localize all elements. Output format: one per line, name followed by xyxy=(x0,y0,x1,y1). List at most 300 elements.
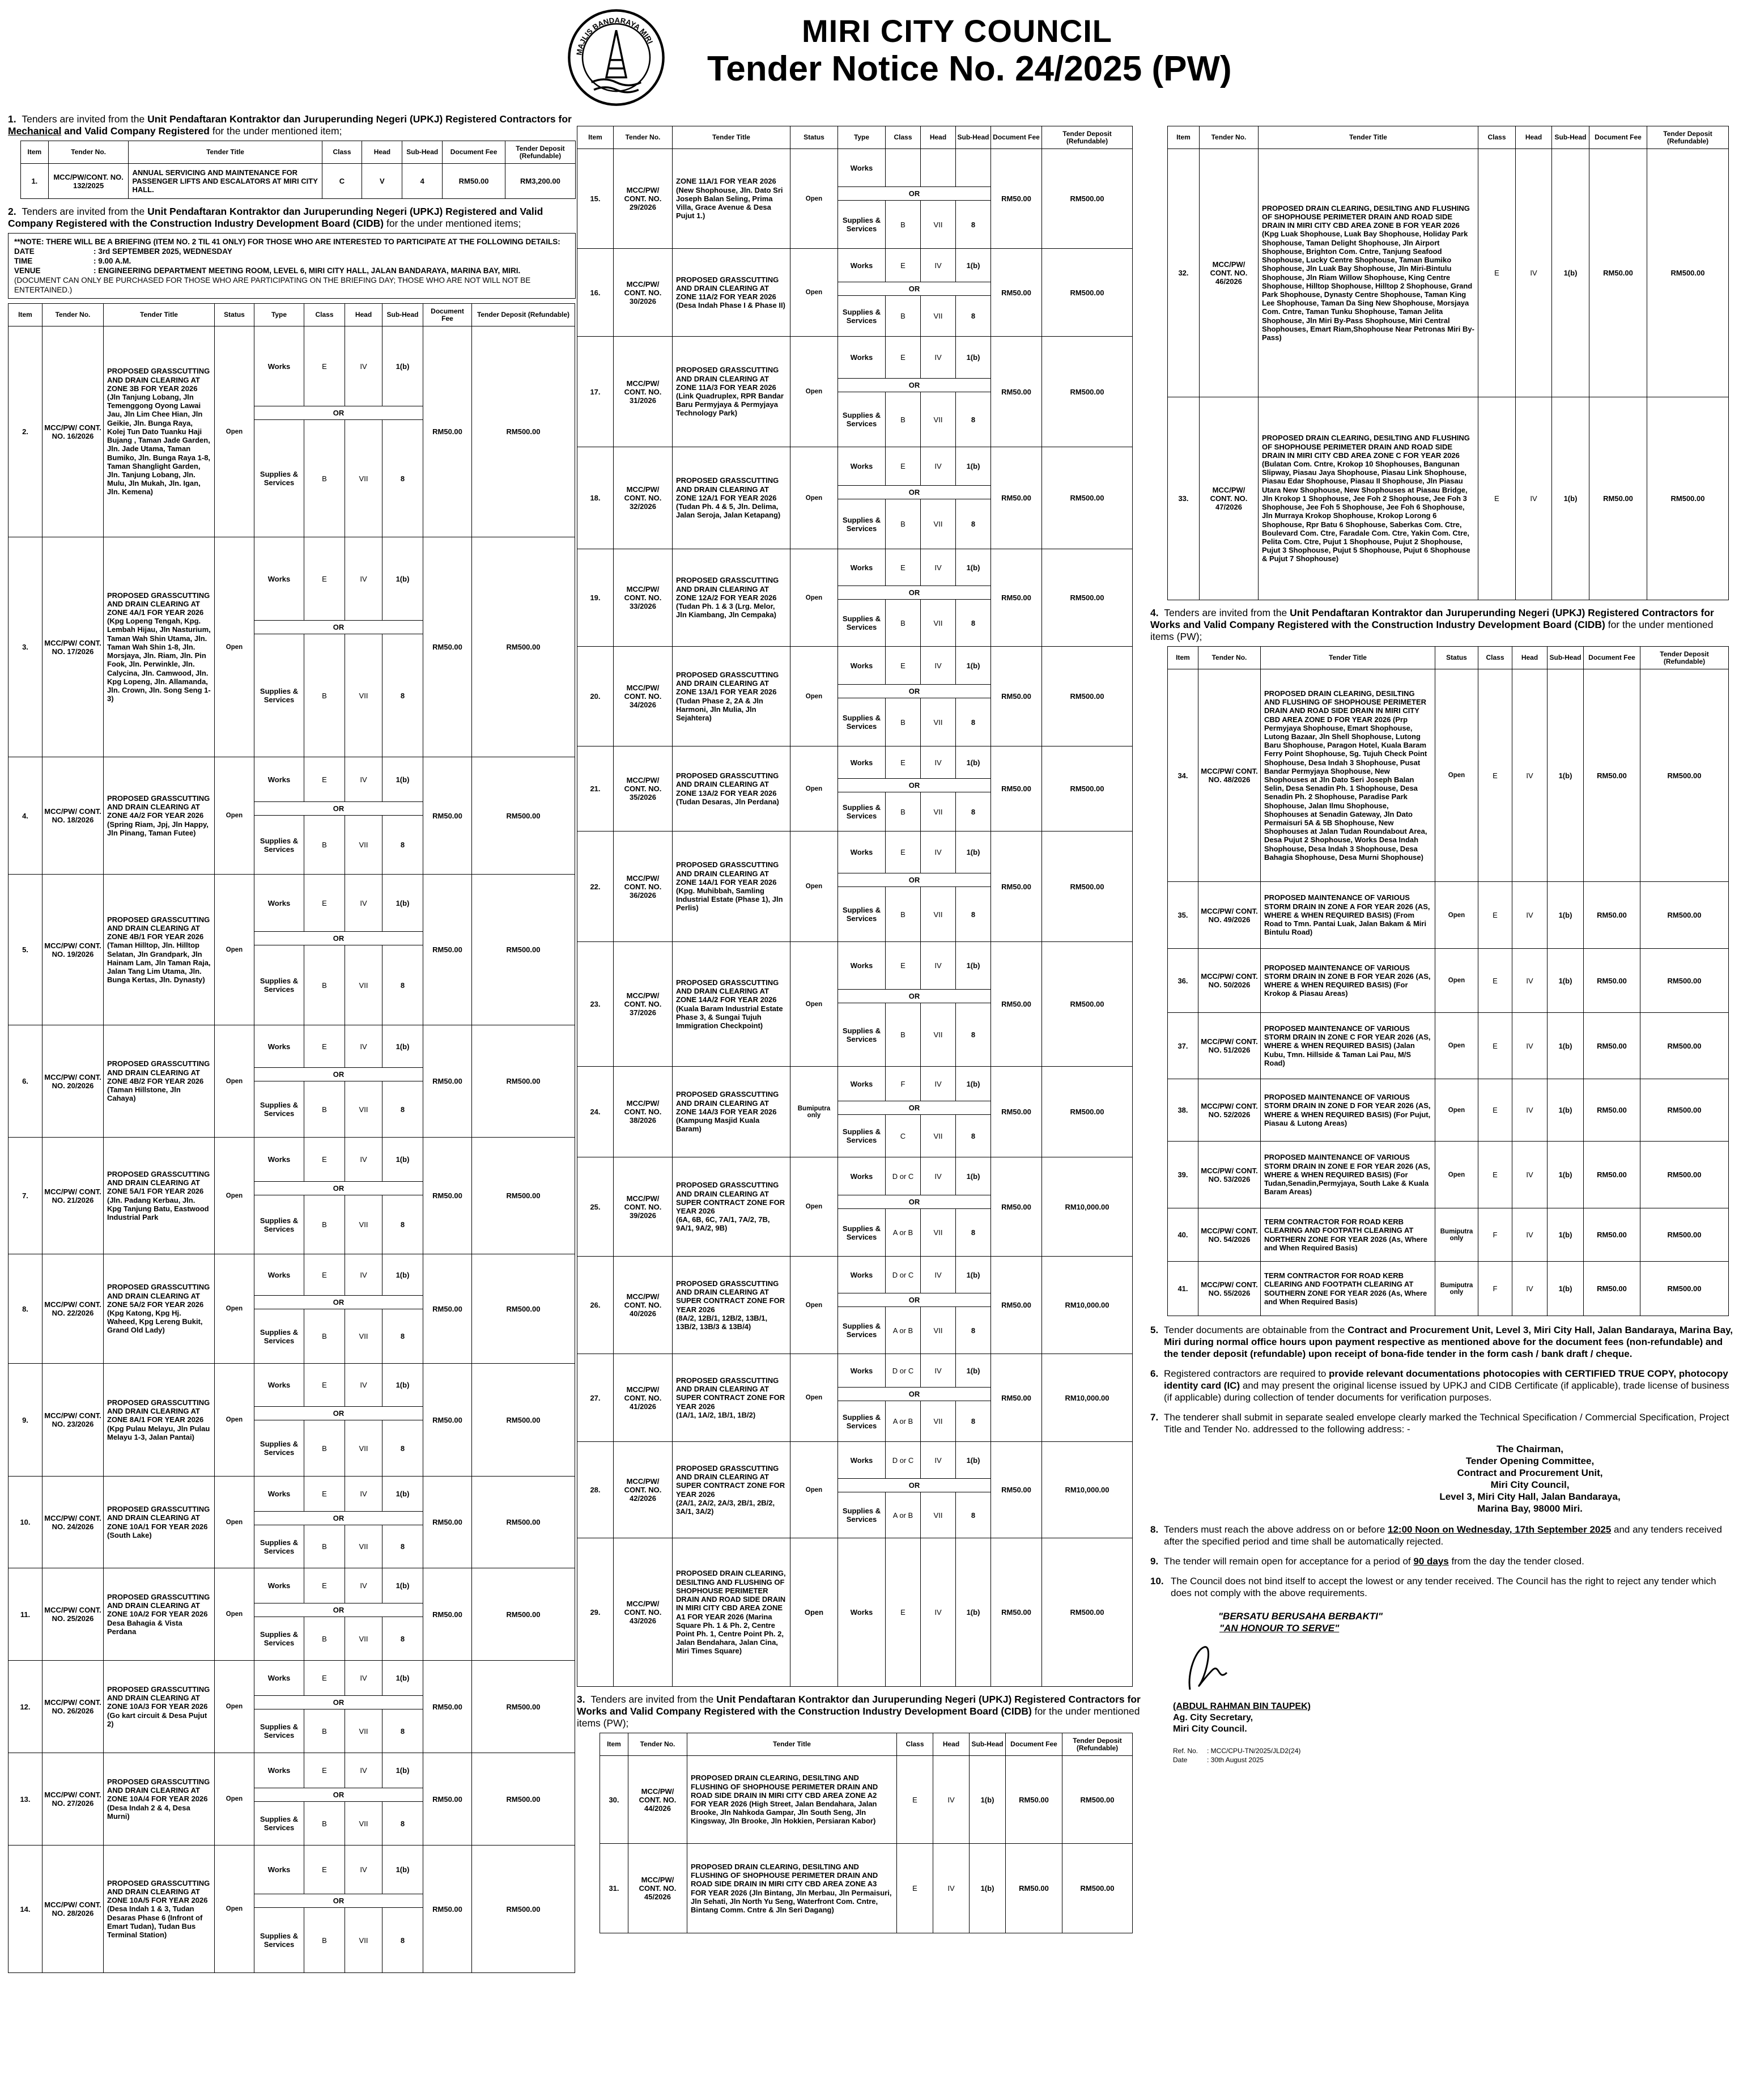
table-row xyxy=(577,1354,1133,1388)
table-row xyxy=(577,942,1133,990)
item-number: 4. xyxy=(8,757,42,875)
tender-table-4: Item Tender No. Tender Title Status Class Head Sub-Head Document Fee Tender Deposit (Refundable) 34. MCC/PW/ CONT. NO. 48/2026 PROPOSED DRAIN CLEARING, DESILTING AND FLUSHING OF SHOPHOUSE PERIMETER DRAIN AND ROAD SIDE DRAIN IN MIRI CITY CBD AREA ZONE D FOR YEAR 2026 (Prp Permyjaya Shophouse, Emart Shophouse, Lutong Bazaar, Jln Shell Shophouse, Lutong Baru Shophouse, Paragon Hotel, Kuala Baram Ferry Point Shophouse, Sg. Tujuh Check Point Shophouse, Desa Indah 3 Shophouse, Pusat Bandar Permyjaya Shophouse, New Shophouses at Jln Dato Seri Joseph Balan Selin, Desa Senadin Ph. 1 Shophouse, Desa Senadin Ph. 2 Shophouse, Paradise Park Shophouse, Jalan Ilmu Shophouse, Shophouses at Senadin Gateway, Jln Dato Permaisuri 5A & 5B Shophouse, New Shophouses at Jalan Tudan Roundabout Area, Desa Pujut 2 Shophouse, Works Desa Indah Shophouse, Desa Indah 3 Shophouse, Desa Bahagia Shophouse, Desa Murni Shophouse) Open E IV 1(b) RM50.00 RM500.00 35. MCC/PW/ CONT. NO. 49/2026 PROPOSED MAINTENANCE OF VARIOUS STORM DRAIN IN ZONE A FOR YEAR 2026 (AS, WHERE & WHEN REQUIRED BASIS) (From Road to Tmn. Pantai Luak, Jalan Bakam & Miri Bintulu Road) Open E IV 1(b) RM50.00 RM500.00 36. MCC/PW/ CONT. NO. 50/2026 PROPOSED MAINTENANCE OF VARIOUS STORM DRAIN IN ZONE B FOR YEAR 2026 (AS, WHERE & WHEN REQUIRED BASIS) (For Krokop & Piasau Areas) Open E IV 1(b) RM50.00 RM500.00 37. MCC/PW/ CONT. NO. 51/2026 PROPOSED MAINTENANCE OF VARIOUS STORM DRAIN IN ZONE C FOR YEAR 2026 (AS, WHERE & WHEN REQUIRED BASIS) (Jalan Kubu, Tmn. Hillside & Taman Lai Pau, M/S Road) Open E IV 1(b) RM50.00 RM500.00 38. MCC/PW/ CONT. NO. 52/2026 PROPOSED MAINTENANCE OF VARIOUS STORM DRAIN IN ZONE D FOR YEAR 2026 (AS, WHERE & WHEN REQUIRED BASIS) (For Pujut, Piasau & Lutong Areas) Open E IV 1(b) RM50.00 RM500.00 39. MCC/PW/ CONT. NO. 53/2026 PROPOSED MAINTENANCE OF VARIOUS STORM DRAIN IN ZONE E FOR YEAR 2026 (AS, WHERE & WHEN REQUIRED BASIS) (For Tudan,Senadin,Permyjaya, South Lake & Kuala Baram Areas) Open E IV 1(b) RM50.00 RM500.00 40. MCC/PW/ CONT. NO. 54/2026 TERM CONTRACTOR FOR ROAD KERB CLEARING AND FOOTPATH CLEARING AT NORTHERN ZONE FOR YEAR 2026 (As, Where and When Required Basis) Bumiputra only F IV 1(b) RM50.00 RM500.00 41. MCC/PW/ CONT. NO. 55/2026 TERM CONTRACTOR FOR ROAD KERB CLEARING AND FOOTPATH CLEARING AT SOUTHERN ZONE FOR YEAR 2026 (As, Where and When Required Basis) Bumiputra only F IV 1(b) RM50.00 RM500.00 xyxy=(1167,646,1729,1316)
works-head: IV xyxy=(345,1477,382,1512)
works-subhead xyxy=(956,149,991,187)
tender-deposit: RM500.00 xyxy=(1042,1538,1133,1687)
cell-head: IV xyxy=(921,1538,956,1687)
cell-head: IV xyxy=(1512,1208,1548,1262)
supplies-subhead: 8 xyxy=(382,816,423,875)
tender-number: MCC/PW/ CONT. NO. 33/2026 xyxy=(614,549,673,647)
supplies-class: B xyxy=(304,1617,345,1661)
item-number: 17. xyxy=(577,337,614,447)
type-supplies: Supplies & Services xyxy=(838,499,886,549)
status: Open xyxy=(215,1568,254,1661)
tender-title xyxy=(673,549,790,647)
tender-number: MCC/PW/ CONT. NO. 23/2026 xyxy=(42,1364,104,1477)
supplies-head: VII xyxy=(921,296,956,337)
tender-number: MCC/PW/ CONT. NO. 54/2026 xyxy=(1198,1208,1261,1262)
works-head: IV xyxy=(345,1254,382,1296)
tender-title xyxy=(104,1661,215,1753)
tender-number: MCC/PW/ CONT. NO. 49/2026 xyxy=(1198,882,1261,949)
type-works: Works xyxy=(838,1257,886,1293)
cell-class: C xyxy=(322,164,362,199)
or-divider: OR xyxy=(254,1068,423,1081)
intro-para-3: 3. Tenders are invited from the Unit Pendaftaran Kontraktor dan Juruperunding Negeri (UPKJ) Registered Contractors for Works and Valid Company Registered with the Construction Industry Development Board (CIDB) for the under mentioned items (PW); xyxy=(577,1694,1141,1729)
item-number: 25. xyxy=(577,1157,614,1257)
item-number: 34. xyxy=(1168,669,1198,882)
document-fee: RM50.00 xyxy=(991,647,1042,746)
tender-number: MCC/PW/ CONT. NO. 32/2026 xyxy=(614,447,673,549)
status: Open xyxy=(790,746,838,831)
table-row xyxy=(1168,1262,1729,1316)
supplies-head: VII xyxy=(921,392,956,447)
item-number: 32. xyxy=(1168,149,1200,397)
location-text: (Tudan Ph. 4 & 5, Jln. Delima, Jalan Seroja, Jalan Ketapang) xyxy=(676,502,781,520)
table-row xyxy=(1168,1208,1729,1262)
title-text: PROPOSED GRASSCUTTING AND DRAIN CLEARING AT SUPER CONTRACT ZONE FOR YEAR 2026 xyxy=(676,1376,785,1411)
supplies-head: VII xyxy=(345,1802,382,1846)
location-text: (Tudan Ph. 1 & 3 (Lrg. Melor, Jln Kiambang, Jln Cempaka) xyxy=(676,602,776,620)
tender-deposit: RM500.00 xyxy=(472,1568,575,1661)
works-subhead: 1(b) xyxy=(382,537,423,621)
item-number: 21. xyxy=(577,746,614,831)
item-number: 39. xyxy=(1168,1142,1198,1208)
cell-head: IV xyxy=(1512,882,1548,949)
supplies-class: B xyxy=(304,1709,345,1753)
supplies-class: B xyxy=(886,698,921,746)
tender-deposit: RM10,000.00 xyxy=(1042,1157,1133,1257)
works-head: IV xyxy=(345,1364,382,1407)
tender-title: PROPOSED MAINTENANCE OF VARIOUS STORM DRAIN IN ZONE C FOR YEAR 2026 (AS, WHERE & WHEN REQUIRED BASIS) (Jalan Kubu, Tmn. Hillside & Taman Lai Pau, M/S Road) xyxy=(1261,1013,1435,1079)
status: Open xyxy=(1435,882,1478,949)
works-head: IV xyxy=(921,1067,956,1101)
tender-title: PROPOSED DRAIN CLEARING, DESILTING AND FLUSHING OF SHOPHOUSE PERIMETER DRAIN AND ROAD SIDE DRAIN IN MIRI CITY CBD AREA ZONE A2 FOR YEAR 2026 (High Street, Jalan Bendahara, Jalan Brooke, Jln Nahkoda Gampar, Jln South Seng, Jln Kingsway, Jln Brooke, Jln Hokkien, Persiaran Kabor) xyxy=(687,1756,897,1844)
tender-deposit: RM500.00 xyxy=(472,1138,575,1254)
title-text: PROPOSED GRASSCUTTING AND DRAIN CLEARING AT ZONE 11A/3 FOR YEAR 2026 xyxy=(676,366,779,392)
supplies-class: B xyxy=(886,1003,921,1067)
tender-deposit: RM500.00 xyxy=(472,326,575,537)
title-text: ZONE 11A/1 FOR YEAR 2026 xyxy=(676,177,776,186)
works-subhead: 1(b) xyxy=(382,1753,423,1788)
tender-title xyxy=(673,746,790,831)
or-divider: OR xyxy=(254,1788,423,1802)
table-row xyxy=(577,1157,1133,1195)
type-supplies: Supplies & Services xyxy=(838,201,886,249)
tender-title: ANNUAL SERVICING AND MAINTENANCE FOR PASSENGER LIFTS AND ESCALATORS AT MIRI CITY HALL. xyxy=(129,164,322,199)
type-works: Works xyxy=(838,447,886,486)
type-works: Works xyxy=(838,831,886,873)
title-text: PROPOSED GRASSCUTTING AND DRAIN CLEARING AT ZONE 10A/2 FOR YEAR 2026 xyxy=(107,1592,210,1619)
works-subhead: 1(b) xyxy=(382,1364,423,1407)
supplies-head: VII xyxy=(345,634,382,757)
or-divider: OR xyxy=(254,1894,423,1908)
tender-number: MCC/PW/ CONT. NO. 43/2026 xyxy=(614,1538,673,1687)
document-fee: RM50.00 xyxy=(1584,1142,1640,1208)
document-fee: RM50.00 xyxy=(1589,149,1647,397)
works-subhead: 1(b) xyxy=(382,1025,423,1068)
item-number: 40. xyxy=(1168,1208,1198,1262)
works-head: IV xyxy=(345,1846,382,1894)
tender-number: MCC/PW/ CONT. NO. 38/2026 xyxy=(614,1067,673,1157)
supplies-head: VII xyxy=(921,792,956,831)
location-text: (Go kart circuit & Desa Pujut 2) xyxy=(107,1711,207,1728)
tender-title xyxy=(673,149,790,249)
table-row xyxy=(8,1753,575,1788)
location-text: (Spring Riam, Jpj, Jln Happy, Jln Pinang, Taman Futee) xyxy=(107,820,209,837)
tender-number: MCC/PW/ CONT. NO. 40/2026 xyxy=(614,1257,673,1354)
table-row xyxy=(577,1257,1133,1293)
works-subhead: 1(b) xyxy=(956,1157,991,1195)
item-number: 16. xyxy=(577,249,614,337)
document-fee: RM50.00 xyxy=(423,1568,472,1661)
document-fee: RM50.00 xyxy=(991,831,1042,942)
item-number: 31. xyxy=(600,1844,628,1933)
works-subhead: 1(b) xyxy=(382,1138,423,1182)
or-divider: OR xyxy=(254,621,423,634)
status: Open xyxy=(790,1257,838,1354)
supplies-subhead: 8 xyxy=(382,420,423,537)
works-head: IV xyxy=(345,875,382,932)
title-text: PROPOSED GRASSCUTTING AND DRAIN CLEARING AT ZONE 10A/1 FOR YEAR 2026 xyxy=(107,1505,210,1531)
column-right xyxy=(1150,126,1740,2098)
type-supplies: Supplies & Services xyxy=(838,792,886,831)
type-works: Works xyxy=(838,746,886,779)
status: Open xyxy=(790,1538,838,1687)
cell-head: IV xyxy=(1512,949,1548,1013)
para-8: 8. Tenders must reach the above address on or before 12:00 Noon on Wednesday, 17th September 2025 and any tenders received after the specified period and time shall be automatically rejected. xyxy=(1150,1524,1722,1547)
table-row xyxy=(1168,949,1729,1013)
location-text: (Taman Hillstone, Jln Cahaya) xyxy=(107,1085,181,1103)
status: Open xyxy=(1435,669,1478,882)
type-supplies: Supplies & Services xyxy=(254,1908,304,1973)
tender-deposit: RM500.00 xyxy=(1042,647,1133,746)
works-class: D or C xyxy=(886,1157,921,1195)
tender-deposit: RM500.00 xyxy=(1042,1067,1133,1157)
tender-deposit: RM500.00 xyxy=(1640,1013,1729,1079)
tender-title xyxy=(673,831,790,942)
tender-deposit: RM500.00 xyxy=(472,757,575,875)
works-subhead: 1(b) xyxy=(382,1254,423,1296)
title-text: PROPOSED GRASSCUTTING AND DRAIN CLEARING AT ZONE 14A/3 FOR YEAR 2026 xyxy=(676,1090,779,1116)
type-supplies: Supplies & Services xyxy=(254,1802,304,1846)
tender-title xyxy=(673,647,790,746)
tender-title xyxy=(673,1442,790,1538)
type-works: Works xyxy=(254,1138,304,1182)
cell-class: E xyxy=(897,1844,933,1933)
works-class xyxy=(886,149,921,187)
tender-deposit: RM500.00 xyxy=(472,1753,575,1846)
tender-table-3: Item Tender No. Tender Title Class Head Sub-Head Document Fee Tender Deposit (Refundable) 30. MCC/PW/ CONT. NO. 44/2026 PROPOSED DRAIN CLEARING, DESILTING AND FLUSHING OF SHOPHOUSE PERIMETER DRAIN AND ROAD SIDE DRAIN IN MIRI CITY CBD AREA ZONE A2 FOR YEAR 2026 (High Street, Jalan Bendahara, Jalan Brooke, Jln Nahkoda Gampar, Jln South Seng, Jln Kingsway, Jln Brooke, Jln Hokkien, Persiaran Kabor) E IV 1(b) RM50.00 RM500.00 31. MCC/PW/ CONT. NO. 45/2026 PROPOSED DRAIN CLEARING, DESILTING AND FLUSHING OF SHOPHOUSE PERIMETER DRAIN AND ROAD SIDE DRAIN IN MIRI CITY CBD AREA ZONE A3 FOR YEAR 2026 (Jln Bintang, Jln Merbau, Jln Permaisuri, Jln Sehati, Jln North Yu Seng, Waterfront Com. Cntre, Bintang Comm. Cntre & Jln Seri Dagang) E IV 1(b) RM50.00 RM500.00 xyxy=(600,1733,1133,1933)
supplies-subhead: 8 xyxy=(382,1908,423,1973)
item-number: 35. xyxy=(1168,882,1198,949)
tender-title xyxy=(104,1568,215,1661)
status: Open xyxy=(215,1477,254,1568)
or-divider: OR xyxy=(254,406,423,420)
type-supplies: Supplies & Services xyxy=(838,1492,886,1538)
tender-number: MCC/PW/ CONT. NO. 26/2026 xyxy=(42,1661,104,1753)
cell-subhead: 1(b) xyxy=(970,1844,1006,1933)
location-text: (Kpg Pulau Melayu, Jln Pulau Melayu 1-3, Jalan Pantai) xyxy=(107,1424,210,1441)
works-subhead: 1(b) xyxy=(382,1477,423,1512)
works-subhead: 1(b) xyxy=(382,1846,423,1894)
svg-text:MAJLIS BANDARAYA MIRI: MAJLIS BANDARAYA MIRI xyxy=(575,16,655,56)
intro-para-4: 4. Tenders are invited from the Unit Pendaftaran Kontraktor dan Juruperunding Negeri (UPKJ) Registered Contractors for Works and Valid Company Registered with the Construction Industry Development Board (CIDB) for the under mentioned items (PW); xyxy=(1150,607,1714,642)
document-fee: RM50.00 xyxy=(1589,397,1647,600)
tender-number: MCC/PW/ CONT. NO. 52/2026 xyxy=(1198,1079,1261,1142)
type-works: Works xyxy=(838,647,886,685)
table-row xyxy=(577,1067,1133,1101)
status: Open xyxy=(790,831,838,942)
item-number: 10. xyxy=(8,1477,42,1568)
document-fee: RM50.00 xyxy=(991,1067,1042,1157)
works-subhead: 1(b) xyxy=(956,1442,991,1479)
supplies-head: VII xyxy=(921,1307,956,1354)
intro-para-1: 1. Tenders are invited from the Unit Pendaftaran Kontraktor dan Juruperunding Negeri (UPKJ) Registered Contractors for Mechanical and Valid Company Registered for the under mentioned item; xyxy=(8,113,572,137)
item-number: 26. xyxy=(577,1257,614,1354)
table-row xyxy=(577,647,1133,685)
or-divider: OR xyxy=(838,586,991,600)
item-number: 27. xyxy=(577,1354,614,1442)
tender-number: MCC/PW/ CONT. NO. 48/2026 xyxy=(1198,669,1261,882)
supplies-subhead: 8 xyxy=(956,600,991,647)
type-works: Works xyxy=(838,249,886,282)
item-number: 9. xyxy=(8,1364,42,1477)
item-number: 13. xyxy=(8,1753,42,1846)
para-10: 10. The Council does not bind itself to accept the lowest or any tender received. The Council has the right to reject any tender which does not comply with the above requirements. xyxy=(1150,1576,1716,1598)
works-class: F xyxy=(886,1067,921,1101)
tender-number: MCC/PW/ CONT. NO. 34/2026 xyxy=(614,647,673,746)
title-text: PROPOSED GRASSCUTTING AND DRAIN CLEARING AT ZONE 14A/1 FOR YEAR 2026 xyxy=(676,860,779,886)
table-row xyxy=(577,249,1133,282)
tender-title xyxy=(673,1067,790,1157)
title-text: PROPOSED GRASSCUTTING AND DRAIN CLEARING AT SUPER CONTRACT ZONE FOR YEAR 2026 xyxy=(676,1463,785,1499)
or-divider: OR xyxy=(838,1195,991,1209)
tender-title xyxy=(104,1025,215,1138)
tender-number: MCC/PW/ CONT. NO. 21/2026 xyxy=(42,1138,104,1254)
reference: Ref. No. : MCC/CPU-TN/2025/JLD2(24) Date : 30th August 2025 xyxy=(1173,1747,1301,1764)
tender-title xyxy=(104,1753,215,1846)
tender-number: MCC/PW/ CONT. NO. 30/2026 xyxy=(614,249,673,337)
location-text: (Desa Indah Phase I & Phase II) xyxy=(676,301,785,310)
tender-title xyxy=(673,1354,790,1442)
location-text: (Taman Hilltop, Jln. Hilltop Selatan, Jln Grandpark, Jln Hainam Lam, Jln Taman Raja, Jalan Tang Lim Utama, Jln. Bunga Kertas, Jln. Dynasty) xyxy=(107,941,211,985)
tender-deposit: RM10,000.00 xyxy=(1042,1442,1133,1538)
works-class: E xyxy=(304,1846,345,1894)
document-fee: RM50.00 xyxy=(1584,949,1640,1013)
cell-class: E xyxy=(1478,1013,1512,1079)
document-fee: RM50.00 xyxy=(991,249,1042,337)
supplies-subhead: 8 xyxy=(956,887,991,942)
works-head: IV xyxy=(921,942,956,990)
tender-title xyxy=(104,1138,215,1254)
tender-title xyxy=(104,1477,215,1568)
type-works: Works xyxy=(838,549,886,586)
type-works: Works xyxy=(254,875,304,932)
works-class: E xyxy=(886,746,921,779)
item-number: 38. xyxy=(1168,1079,1198,1142)
document-fee: RM50.00 xyxy=(991,1257,1042,1354)
supplies-class: B xyxy=(886,887,921,942)
type-supplies: Supplies & Services xyxy=(254,634,304,757)
tender-title xyxy=(104,875,215,1025)
status: Open xyxy=(215,1138,254,1254)
supplies-subhead: 8 xyxy=(382,1617,423,1661)
table-row xyxy=(8,1138,575,1182)
works-head: IV xyxy=(921,647,956,685)
or-divider: OR xyxy=(254,1182,423,1195)
works-head: IV xyxy=(921,1257,956,1293)
item-number: 36. xyxy=(1168,949,1198,1013)
tender-title xyxy=(104,326,215,537)
supplies-class: B xyxy=(304,1195,345,1254)
council-name: MIRI CITY COUNCIL xyxy=(802,13,1112,49)
tender-title xyxy=(104,1364,215,1477)
works-subhead: 1(b) xyxy=(382,757,423,802)
column-middle xyxy=(577,126,1143,2098)
supplies-subhead: 8 xyxy=(956,698,991,746)
tender-table-1: Item Tender No. Tender Title Class Head Sub-Head Document Fee Tender Deposit (Refundable) 1. MCC/PW/CONT. NO. 132/2025 ANNUAL SERVICING AND MAINTENANCE FOR PASSENGER LIFTS AND ESCALATORS AT MIRI CITY HALL. C V 4 RM50.00 RM3,200.00 xyxy=(20,141,576,199)
tender-deposit: RM500.00 xyxy=(1647,149,1729,397)
supplies-class: B xyxy=(304,1802,345,1846)
status: Open xyxy=(790,1157,838,1257)
cell-subhead: 1(b) xyxy=(1548,1262,1584,1316)
tender-title xyxy=(673,249,790,337)
document-fee: RM50.00 xyxy=(991,1157,1042,1257)
works-class: E xyxy=(304,875,345,932)
works-head: IV xyxy=(921,1157,956,1195)
supplies-subhead: 8 xyxy=(956,1003,991,1067)
status: Open xyxy=(790,1442,838,1538)
tender-number: MCC/PW/ CONT. NO. 31/2026 xyxy=(614,337,673,447)
location-text: (South Lake) xyxy=(107,1530,152,1539)
supplies-head: VII xyxy=(345,420,382,537)
supplies-head: VII xyxy=(921,1003,956,1067)
type-supplies: Supplies & Services xyxy=(838,1115,886,1157)
supplies-class: B xyxy=(886,600,921,647)
tender-title: TERM CONTRACTOR FOR ROAD KERB CLEARING AND FOOTPATH CLEARING AT SOUTHERN ZONE FOR YEAR 2026 (As, Where and When Required Basis) xyxy=(1261,1262,1435,1316)
or-divider: OR xyxy=(254,1603,423,1617)
tender-title xyxy=(673,1257,790,1354)
title-text: PROPOSED GRASSCUTTING AND DRAIN CLEARING AT ZONE 12A/2 FOR YEAR 2026 xyxy=(676,576,779,602)
tender-deposit: RM3,200.00 xyxy=(505,164,575,199)
status: Open xyxy=(790,337,838,447)
table-row xyxy=(21,164,576,199)
tender-number: MCC/PW/ CONT. NO. 35/2026 xyxy=(614,746,673,831)
cell-subhead: 1(b) xyxy=(1548,949,1584,1013)
column-left xyxy=(8,113,576,2097)
supplies-class: B xyxy=(304,1908,345,1973)
submission-address: The Chairman, Tender Opening Committee, Contract and Procurement Unit, Miri City Council, Level 3, Miri City Hall, Jalan Bandaraya, Marina Bay, 98000 Miri. xyxy=(1439,1444,1621,1514)
works-head: IV xyxy=(921,1442,956,1479)
status: Open xyxy=(790,249,838,337)
item-number: 11. xyxy=(8,1568,42,1661)
or-divider: OR xyxy=(838,685,991,698)
cell-class: F xyxy=(1478,1208,1512,1262)
table-row xyxy=(577,149,1133,187)
cell-head: IV xyxy=(1512,1013,1548,1079)
works-class: E xyxy=(304,1254,345,1296)
table-row xyxy=(8,875,575,932)
type-works: Works xyxy=(254,1753,304,1788)
status: Bumiputra only xyxy=(1435,1262,1478,1316)
type-works: Works xyxy=(254,757,304,802)
supplies-subhead: 8 xyxy=(382,1802,423,1846)
works-class: E xyxy=(304,757,345,802)
item-number: 6. xyxy=(8,1025,42,1138)
tender-title xyxy=(104,1846,215,1973)
title-text: PROPOSED GRASSCUTTING AND DRAIN CLEARING AT ZONE 12A/1 FOR YEAR 2026 xyxy=(676,476,779,502)
tender-deposit: RM500.00 xyxy=(1062,1844,1133,1933)
table-row xyxy=(8,1661,575,1696)
cell-subhead: 1(b) xyxy=(1548,1208,1584,1262)
type-supplies: Supplies & Services xyxy=(838,392,886,447)
status: Open xyxy=(215,1254,254,1364)
type-works: Works xyxy=(838,337,886,379)
cell-class: E xyxy=(1478,149,1516,397)
type-works: Works xyxy=(254,1254,304,1296)
or-divider: OR xyxy=(254,932,423,945)
location-text: (6A, 6B, 6C, 7A/1, 7A/2, 7B, 9A/1, 9A/2, 9B) xyxy=(676,1215,770,1233)
title-text: PROPOSED GRASSCUTTING AND DRAIN CLEARING AT ZONE 10A/4 FOR YEAR 2026 xyxy=(107,1777,210,1804)
tender-number: MCC/PW/ CONT. NO. 19/2026 xyxy=(42,875,104,1025)
tender-number: MCC/PW/ CONT. NO. 20/2026 xyxy=(42,1025,104,1138)
title-text: PROPOSED GRASSCUTTING AND DRAIN CLEARING AT ZONE 10A/5 FOR YEAR 2026 xyxy=(107,1878,210,1905)
para-5: 5. Tender documents are obtainable from the Contract and Procurement Unit, Level 3, Miri City Hall, Jalan Bandaraya, Marina Bay, Miri during normal office hours upon payment respective as mentioned above for the document fees (non-refundable) and the tender deposit (refundable) upon receipt of bona-fide tender in the form cash / bank draft / cheque. xyxy=(1150,1325,1733,1359)
supplies-head: VII xyxy=(345,1081,382,1138)
supplies-head: VII xyxy=(345,1420,382,1477)
type-supplies: Supplies & Services xyxy=(838,1401,886,1442)
cell-subhead: 1(b) xyxy=(1548,1013,1584,1079)
header xyxy=(0,0,1743,116)
item-number: 41. xyxy=(1168,1262,1198,1316)
supplies-head: VII xyxy=(345,816,382,875)
tender-deposit: RM500.00 xyxy=(472,1364,575,1477)
document-fee: RM50.00 xyxy=(1584,669,1640,882)
document-fee: RM50.00 xyxy=(991,337,1042,447)
location-text: (1A/1, 1A/2, 1B/1, 1B/2) xyxy=(676,1410,756,1419)
document-fee: RM50.00 xyxy=(423,1477,472,1568)
table-row xyxy=(600,1756,1133,1844)
or-divider: OR xyxy=(838,990,991,1003)
works-head: IV xyxy=(345,1661,382,1696)
works-class: E xyxy=(886,647,921,685)
status: Open xyxy=(215,326,254,537)
location-text: (8A/2, 12B/1, 12B/2, 13B/1, 13B/2, 13B/3 & 13B/4) xyxy=(676,1313,768,1331)
tender-deposit: RM500.00 xyxy=(472,1477,575,1568)
title-text: PROPOSED GRASSCUTTING AND DRAIN CLEARING AT ZONE 5A/2 FOR YEAR 2026 xyxy=(107,1283,210,1309)
type-supplies: Supplies & Services xyxy=(254,945,304,1025)
works-class: E xyxy=(304,1477,345,1512)
tender-title: PROPOSED DRAIN CLEARING, DESILTING AND FLUSHING OF SHOPHOUSE PERIMETER DRAIN AND ROAD SIDE DRAIN IN MIRI CITY CBD AREA ZONE A1 FOR YEAR 2026 (Marina Square Ph. 1 & Ph. 2, Centre Point Ph. 1, Centre Point Ph. 2, Jalan Bendahara, Jalan Cina, Miri Times Square) xyxy=(673,1538,790,1687)
title-text: PROPOSED GRASSCUTTING AND DRAIN CLEARING AT SUPER CONTRACT ZONE FOR YEAR 2026 xyxy=(676,1279,785,1314)
type-works: Works xyxy=(254,1477,304,1512)
tender-number: MCC/PW/ CONT. NO. 25/2026 xyxy=(42,1568,104,1661)
works-subhead: 1(b) xyxy=(956,746,991,779)
table-row xyxy=(1168,1013,1729,1079)
works-class: E xyxy=(886,249,921,282)
status: Open xyxy=(215,1025,254,1138)
works-head: IV xyxy=(921,549,956,586)
supplies-head: VII xyxy=(345,1525,382,1568)
item-number: 37. xyxy=(1168,1013,1198,1079)
tender-number: MCC/PW/ CONT. NO. 55/2026 xyxy=(1198,1262,1261,1316)
item-number: 5. xyxy=(8,875,42,1025)
cell-head: IV xyxy=(933,1756,970,1844)
supplies-head: VII xyxy=(345,1309,382,1364)
tender-number: MCC/PW/ CONT. NO. 39/2026 xyxy=(614,1157,673,1257)
document-fee: RM50.00 xyxy=(423,1025,472,1138)
type-supplies: Supplies & Services xyxy=(838,296,886,337)
